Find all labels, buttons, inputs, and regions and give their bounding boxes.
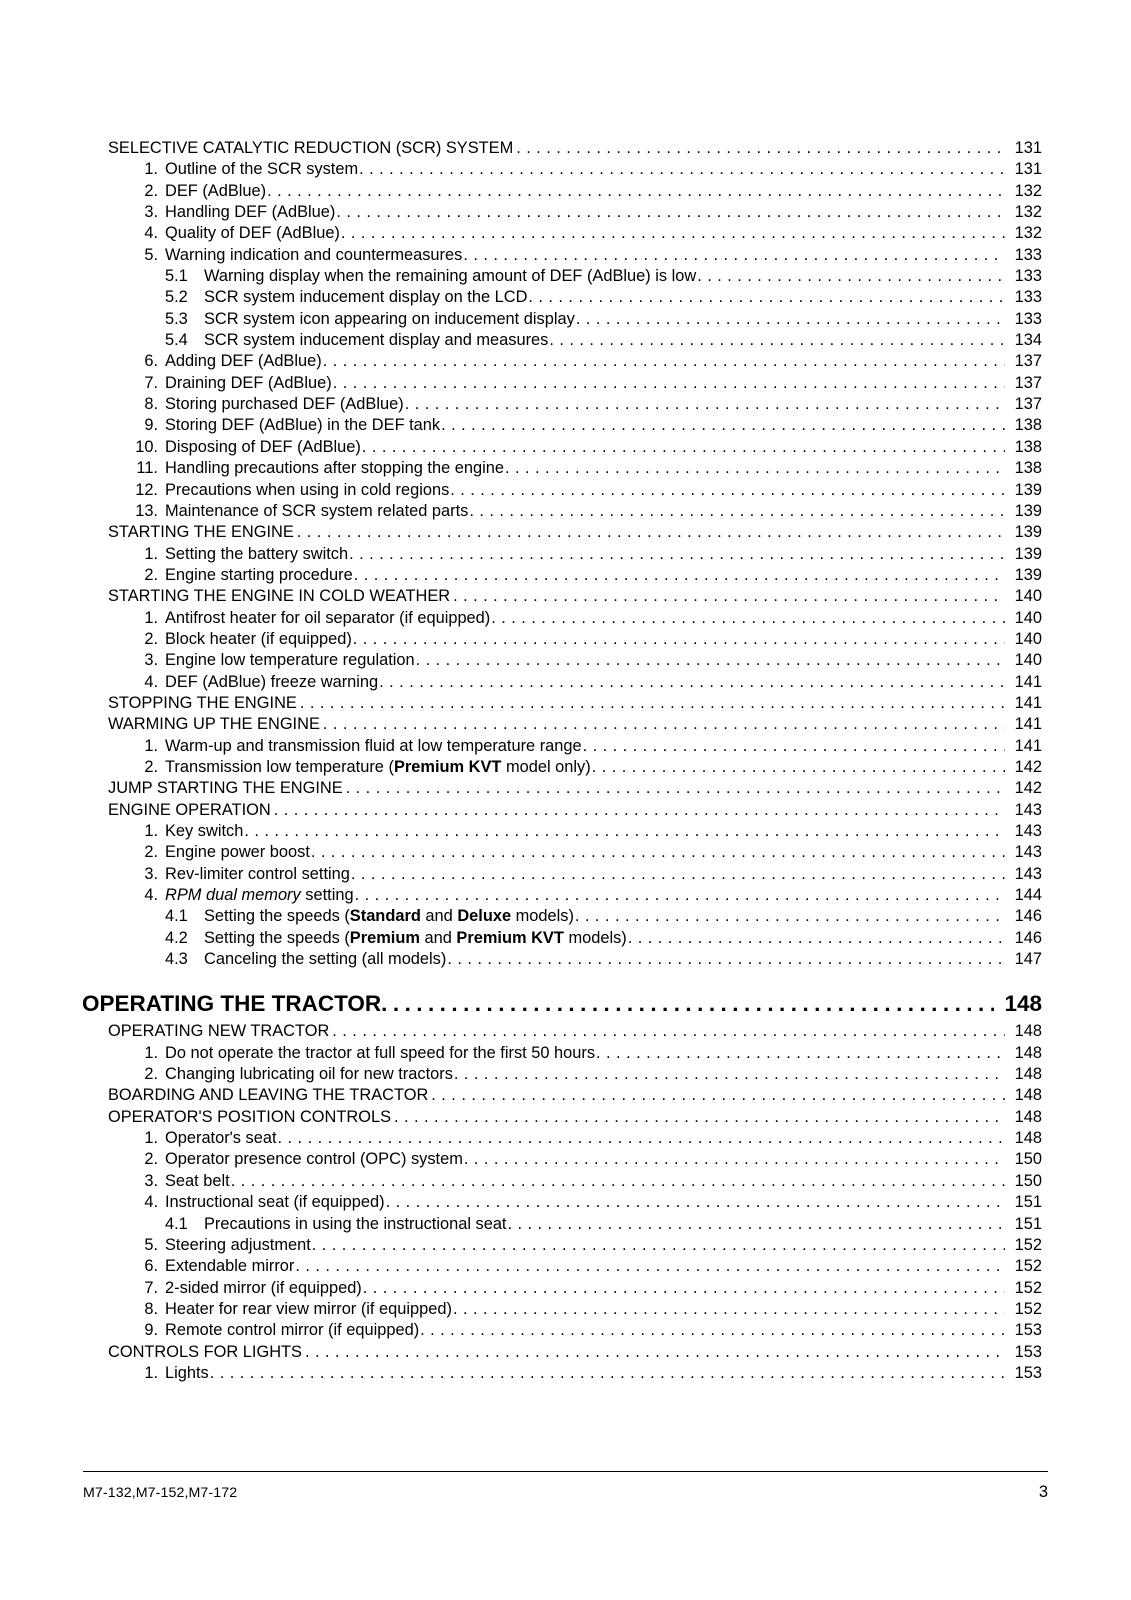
toc-entry-number: 5.1 — [165, 267, 188, 286]
toc-entry-title: SCR system icon appearing on inducement display — [204, 309, 575, 328]
toc-entry-title: Key switch — [165, 822, 244, 840]
toc-entry[interactable] — [0, 821, 1131, 842]
toc-entry-page: 141 — [1014, 693, 1042, 712]
dot-leader — [416, 650, 1005, 671]
toc-entry-title: Transmission low temperature (Premium KVT model only) — [165, 757, 591, 776]
toc-entry[interactable] — [0, 949, 1131, 970]
dot-leader — [346, 778, 1005, 799]
toc-entry-number: 9. — [144, 1321, 158, 1340]
toc-entry-page: 146 — [1014, 907, 1042, 926]
toc-entry-title: Warning display when the remaining amount of DEF (AdBlue) is low — [204, 267, 697, 286]
toc-entry-number: 8. — [144, 1299, 158, 1318]
toc-entry-number: 8. — [144, 395, 158, 414]
toc-entry-number: 1. — [144, 822, 158, 840]
toc-entry-number: 2. — [144, 1065, 158, 1084]
toc-entry[interactable] — [0, 565, 1131, 586]
toc-entry-page: 148 — [1014, 1022, 1042, 1041]
toc-entry[interactable] — [0, 415, 1131, 436]
toc-entry-title: Remote control mirror (if equipped) — [165, 1321, 420, 1340]
toc-entry-title: Instructional seat (if equipped) — [165, 1193, 385, 1212]
toc-entry-page: 137 — [1014, 352, 1042, 371]
dot-leader — [420, 1320, 1005, 1341]
dot-leader — [464, 1149, 1005, 1170]
dot-leader — [697, 266, 1005, 287]
dot-leader — [267, 181, 1005, 202]
toc-entry-title: Engine power boost — [165, 843, 310, 862]
toc-entry-page: 148 — [1014, 1107, 1042, 1126]
toc-entry-number: 7. — [144, 373, 158, 392]
toc-entry-page: 143 — [1014, 800, 1042, 819]
footer-divider — [83, 1471, 1048, 1472]
toc-entry[interactable] — [0, 309, 1131, 330]
toc-entry-title: DEF (AdBlue) freeze warning — [165, 672, 379, 691]
toc-chapter-entry[interactable] — [0, 987, 1131, 1021]
toc-entry[interactable] — [0, 1107, 1131, 1128]
toc-entry-number: 5.2 — [165, 288, 188, 307]
spacer — [0, 970, 1131, 980]
dot-leader — [336, 202, 1005, 223]
dot-leader — [278, 1128, 1005, 1149]
toc-entry-page: 151 — [1014, 1214, 1042, 1233]
dot-leader — [454, 1064, 1005, 1085]
toc-entry-number: 1. — [144, 544, 158, 563]
toc-entry-title: Block heater (if equipped) — [165, 629, 352, 648]
toc-entry-title: Operator's seat — [165, 1129, 277, 1148]
toc-entry-title: BOARDING AND LEAVING THE TRACTOR — [108, 1086, 429, 1105]
toc-entry[interactable] — [0, 629, 1131, 650]
toc-entry-number: 3. — [144, 651, 158, 670]
dot-leader — [469, 501, 1005, 522]
toc-entry[interactable] — [0, 287, 1131, 308]
dot-leader — [394, 1107, 1005, 1128]
toc-entry[interactable] — [0, 1299, 1131, 1320]
toc-entry[interactable] — [0, 864, 1131, 885]
toc-entry-page: 139 — [1014, 480, 1042, 499]
toc-entry-page: 139 — [1014, 565, 1042, 584]
toc-entry[interactable] — [0, 1256, 1131, 1277]
toc-entry-number: 4.3 — [165, 950, 188, 969]
footer-page-number: 3 — [1038, 1483, 1048, 1501]
dot-leader — [379, 672, 1005, 693]
toc-entry[interactable] — [0, 1363, 1131, 1384]
toc-entry[interactable] — [0, 480, 1131, 501]
dot-leader — [628, 928, 1005, 949]
toc-entry-number: 4. — [144, 224, 158, 243]
toc-entry-title: Setting the battery switch — [165, 544, 349, 563]
toc-entry[interactable] — [0, 394, 1131, 415]
dot-leader — [349, 544, 1005, 565]
dot-leader — [386, 1192, 1005, 1213]
toc-entry-page: 133 — [1014, 288, 1042, 307]
toc-entry-number: 2. — [144, 629, 158, 648]
toc-entry-title: Setting the speeds (Premium and Premium KVT models) — [204, 928, 627, 947]
toc-entry-page: 137 — [1014, 373, 1042, 392]
toc-entry[interactable] — [0, 245, 1131, 266]
dot-leader — [332, 1021, 1005, 1042]
toc-entry-title: Warm-up and transmission fluid at low temperature range — [165, 736, 582, 755]
dot-leader — [297, 522, 1005, 543]
toc-entry-title: Quality of DEF (AdBlue) — [165, 224, 340, 243]
toc-entry[interactable] — [0, 928, 1131, 949]
toc-entry-title: Disposing of DEF (AdBlue) — [165, 437, 361, 456]
toc-entry-number: 5. — [144, 245, 158, 264]
toc-entry-page: 140 — [1014, 608, 1042, 627]
toc-entry-number: 5.3 — [165, 309, 188, 328]
dot-leader — [491, 608, 1005, 629]
dot-leader — [363, 1278, 1005, 1299]
toc-entry-page: 131 — [1014, 160, 1042, 179]
dot-leader — [244, 821, 1005, 842]
toc-entry-page: 142 — [1014, 757, 1042, 776]
toc-entry[interactable] — [0, 181, 1131, 202]
toc-entry[interactable] — [0, 223, 1131, 244]
toc-entry[interactable] — [0, 1043, 1131, 1064]
toc-entry-number: 4.1 — [165, 1214, 188, 1233]
toc-entry-page: 138 — [1014, 437, 1042, 456]
toc-entry-title: SELECTIVE CATALYTIC REDUCTION (SCR) SYSTEM — [108, 139, 514, 157]
toc-entry-title: OPERATING THE TRACTOR — [82, 991, 382, 1017]
toc-entry[interactable] — [0, 1192, 1131, 1213]
toc-entry-number: 10. — [135, 437, 158, 456]
dot-leader — [453, 586, 1005, 607]
toc-entry-title: ENGINE OPERATION — [108, 800, 271, 819]
dot-leader — [575, 906, 1005, 927]
toc-entry-title: RPM dual memory setting — [165, 886, 354, 905]
toc-entry[interactable] — [0, 693, 1131, 714]
toc-entry[interactable] — [0, 800, 1131, 821]
dot-leader — [362, 437, 1005, 458]
toc-entry-page: 141 — [1014, 672, 1042, 691]
toc-entry-page: 138 — [1014, 416, 1042, 435]
toc-entry-number: 13. — [135, 501, 158, 520]
toc-entry-number: 4. — [144, 886, 158, 905]
toc-entry-title: STARTING THE ENGINE — [108, 523, 294, 542]
toc-entry-page: 151 — [1014, 1193, 1042, 1212]
toc-entry-page: 147 — [1014, 950, 1042, 969]
toc-entry[interactable] — [0, 1085, 1131, 1106]
dot-leader — [450, 480, 1005, 501]
dot-leader — [351, 864, 1005, 885]
toc-entry[interactable] — [0, 714, 1131, 735]
toc-entry-title: Heater for rear view mirror (if equipped) — [165, 1299, 452, 1318]
toc-entry-title: Antifrost heater for oil separator (if equipped) — [165, 608, 491, 627]
dot-leader — [592, 757, 1005, 778]
toc-entry-page: 148 — [1004, 991, 1042, 1017]
toc-entry-title: Draining DEF (AdBlue) — [165, 373, 332, 392]
toc-entry[interactable] — [0, 586, 1131, 607]
toc-entry-number: 7. — [144, 1278, 158, 1297]
toc-entry-page: 143 — [1014, 843, 1042, 862]
toc-entry-page: 148 — [1014, 1043, 1042, 1062]
toc-entry-number: 3. — [144, 203, 158, 222]
toc-entry-title: Adding DEF (AdBlue) — [165, 352, 322, 371]
toc-entry[interactable] — [0, 202, 1131, 223]
toc-entry-page: 132 — [1014, 203, 1042, 222]
toc-entry-number: 2. — [144, 565, 158, 584]
dot-leader — [596, 1043, 1005, 1064]
toc-entry-title: SCR system inducement display on the LCD — [204, 288, 528, 307]
toc-entry-page: 153 — [1014, 1342, 1042, 1361]
toc-entry-number: 4. — [144, 672, 158, 691]
toc-entry-title: Warning indication and countermeasures — [165, 245, 463, 264]
toc-entry-page: 139 — [1014, 501, 1042, 520]
toc-entry-title: CONTROLS FOR LIGHTS — [108, 1342, 302, 1361]
toc-entry[interactable] — [0, 266, 1131, 287]
dot-leader — [231, 1171, 1005, 1192]
toc-entry[interactable] — [0, 544, 1131, 565]
toc-entry-number: 12. — [135, 480, 158, 499]
toc-entry-title: Storing DEF (AdBlue) in the DEF tank — [165, 416, 441, 435]
toc-entry-title: Do not operate the tractor at full speed for the first 50 hours — [165, 1043, 596, 1062]
dot-leader — [210, 1363, 1005, 1384]
dot-leader — [359, 159, 1005, 180]
toc-entry-title: STOPPING THE ENGINE — [108, 693, 297, 712]
dot-leader — [295, 1256, 1005, 1277]
toc-entry-page: 146 — [1014, 928, 1042, 947]
toc-entry-number: 5.4 — [165, 331, 188, 350]
toc-entry-title: Precautions when using in cold regions — [165, 480, 450, 499]
toc-entry-number: 2. — [144, 843, 158, 862]
toc-entry-page: 152 — [1014, 1257, 1042, 1276]
toc-entry-page: 143 — [1014, 822, 1042, 840]
toc-entry[interactable] — [0, 650, 1131, 671]
toc-entry-title: Setting the speeds (Standard and Deluxe models) — [204, 907, 574, 926]
dot-leader — [323, 351, 1005, 372]
toc-entry-number: 11. — [136, 459, 158, 478]
toc-entry-page: 139 — [1014, 544, 1042, 563]
toc-entry-title: Extendable mirror — [165, 1257, 295, 1276]
toc-entry-page: 153 — [1014, 1321, 1042, 1340]
toc-entry-title: DEF (AdBlue) — [165, 181, 267, 200]
toc-entry-page: 143 — [1014, 864, 1042, 883]
dot-leader — [463, 245, 1005, 266]
toc-entry-page: 138 — [1014, 459, 1042, 478]
toc-entry-page: 133 — [1014, 267, 1042, 286]
toc-entry-page: 137 — [1014, 395, 1042, 414]
toc-entry-page: 133 — [1014, 309, 1042, 328]
toc-entry-number: 3. — [144, 1171, 158, 1190]
toc-entry-title: Canceling the setting (all models) — [204, 950, 447, 969]
dot-leader — [354, 565, 1005, 586]
dot-leader — [405, 394, 1005, 415]
toc-entry-page: 152 — [1014, 1235, 1042, 1254]
toc-entry-title: OPERATOR'S POSITION CONTROLS — [108, 1107, 392, 1126]
toc-entry-number: 2. — [144, 181, 158, 200]
toc-entry[interactable] — [0, 778, 1131, 799]
toc-entry[interactable] — [0, 1235, 1131, 1256]
toc-entry-title: Operator presence control (OPC) system — [165, 1150, 463, 1169]
toc-entry-page: 150 — [1014, 1150, 1042, 1169]
toc-entry[interactable] — [0, 1278, 1131, 1299]
toc-entry-number: 4.2 — [165, 928, 188, 947]
toc-entry-page: 152 — [1014, 1278, 1042, 1297]
dot-leader — [549, 330, 1005, 351]
toc-entry-title: Lights — [165, 1363, 209, 1382]
toc-entry-page: 148 — [1014, 1129, 1042, 1148]
toc-entry-page: 140 — [1014, 587, 1042, 606]
toc-entry-title: Maintenance of SCR system related parts — [165, 501, 469, 520]
toc-entry-title: Engine low temperature regulation — [165, 651, 415, 670]
toc-entry-page: 133 — [1014, 245, 1042, 264]
toc-entry-title: Storing purchased DEF (AdBlue) — [165, 395, 404, 414]
toc-entry-title: Precautions in using the instructional seat — [204, 1214, 507, 1233]
dot-leader — [355, 885, 1005, 906]
dot-leader — [353, 629, 1005, 650]
dot-leader — [508, 1214, 1006, 1235]
dot-leader — [447, 949, 1005, 970]
toc-entry-number: 1. — [144, 160, 158, 179]
table-of-contents-list — [0, 138, 1131, 1384]
toc-entry[interactable] — [0, 458, 1131, 479]
toc-entry[interactable] — [0, 1171, 1131, 1192]
toc-entry-page: 140 — [1014, 651, 1042, 670]
dot-leader — [311, 842, 1005, 863]
footer-model-codes: M7-132,M7-152,M7-172 — [83, 1485, 238, 1501]
toc-entry-number: 1. — [144, 608, 158, 627]
dot-leader — [323, 714, 1005, 735]
toc-entry-page: 141 — [1014, 715, 1042, 734]
dot-leader — [274, 800, 1005, 821]
toc-entry[interactable] — [0, 1064, 1131, 1085]
toc-entry[interactable] — [0, 608, 1131, 629]
toc-entry-number: 1. — [144, 1129, 158, 1148]
toc-entry-page: 152 — [1014, 1299, 1042, 1318]
dot-leader — [312, 1235, 1005, 1256]
toc-entry-page: 141 — [1014, 736, 1042, 755]
toc-entry-page: 142 — [1014, 779, 1042, 798]
dot-leader — [528, 287, 1005, 308]
dot-leader — [583, 736, 1005, 757]
toc-entry[interactable] — [0, 842, 1131, 863]
toc-entry-number: 9. — [144, 416, 158, 435]
toc-entry[interactable] — [0, 885, 1131, 906]
toc-entry[interactable] — [0, 159, 1131, 180]
toc-entry[interactable] — [0, 437, 1131, 458]
toc-entry-number: 1. — [144, 1363, 158, 1382]
toc-entry-number: 3. — [144, 864, 158, 883]
toc-entry-title: JUMP STARTING THE ENGINE — [108, 779, 343, 798]
toc-entry-number: 2. — [144, 757, 158, 776]
toc-entry-page: 148 — [1014, 1065, 1042, 1084]
toc-entry-title: OPERATING NEW TRACTOR — [108, 1022, 330, 1041]
toc-entry-number: 1. — [144, 736, 158, 755]
toc-entry-title: Engine starting procedure — [165, 565, 353, 584]
toc-entry-number: 6. — [144, 352, 158, 371]
toc-entry[interactable] — [0, 736, 1131, 757]
toc-entry[interactable] — [0, 138, 1131, 159]
toc-entry-title: Rev-limiter control setting — [165, 864, 350, 883]
dot-leader — [441, 415, 1005, 436]
toc-entry-page: 132 — [1014, 224, 1042, 243]
toc-entry-number: 4.1 — [165, 907, 188, 926]
toc-entry[interactable] — [0, 330, 1131, 351]
toc-entry-page: 150 — [1014, 1171, 1042, 1190]
dot-leader — [381, 987, 994, 1021]
page-footer — [83, 1482, 1048, 1503]
dot-leader — [431, 1085, 1005, 1106]
toc-entry-page: 140 — [1014, 629, 1042, 648]
toc-entry-page: 144 — [1014, 886, 1042, 905]
toc-entry[interactable] — [0, 757, 1131, 778]
toc-entry[interactable] — [0, 373, 1131, 394]
dot-leader — [300, 693, 1005, 714]
toc-entry-title: Steering adjustment — [165, 1235, 311, 1254]
toc-entry[interactable] — [0, 522, 1131, 543]
toc-entry-page: 139 — [1014, 523, 1042, 542]
toc-entry[interactable] — [0, 672, 1131, 693]
dot-leader — [505, 458, 1005, 479]
toc-entry-title: SCR system inducement display and measures — [204, 331, 549, 350]
toc-entry[interactable] — [0, 906, 1131, 927]
toc-entry-page: 153 — [1014, 1363, 1042, 1382]
toc-entry[interactable] — [0, 351, 1131, 372]
toc-entry-title: Handling precautions after stopping the engine — [165, 459, 504, 478]
toc-entry-title: 2-sided mirror (if equipped) — [165, 1278, 362, 1297]
toc-entry-title: STARTING THE ENGINE IN COLD WEATHER — [108, 587, 451, 606]
toc-entry-page: 131 — [1014, 139, 1042, 157]
dot-leader — [333, 373, 1005, 394]
toc-entry-title: Seat belt — [165, 1171, 230, 1190]
toc-entry-title: WARMING UP THE ENGINE — [108, 715, 320, 734]
toc-entry-number: 5. — [144, 1235, 158, 1254]
toc-entry-number: 4. — [144, 1193, 158, 1212]
dot-leader — [341, 223, 1005, 244]
toc-entry-page: 148 — [1014, 1086, 1042, 1105]
toc-entry[interactable] — [0, 1214, 1131, 1235]
dot-leader — [516, 138, 1005, 159]
toc-entry-title: Outline of the SCR system — [165, 160, 359, 179]
toc-entry-title: Handling DEF (AdBlue) — [165, 203, 336, 222]
dot-leader — [305, 1342, 1005, 1363]
dot-leader — [453, 1299, 1005, 1320]
toc-entry[interactable] — [0, 1149, 1131, 1170]
toc-entry[interactable] — [0, 1128, 1131, 1149]
toc-entry[interactable] — [0, 501, 1131, 522]
toc-entry-number: 2. — [144, 1150, 158, 1169]
toc-entry-number: 1. — [144, 1043, 158, 1062]
toc-entry[interactable] — [0, 1021, 1131, 1042]
dot-leader — [576, 309, 1005, 330]
toc-entry[interactable] — [0, 1320, 1131, 1341]
toc-entry-title: Changing lubricating oil for new tractors — [165, 1065, 453, 1084]
toc-entry[interactable] — [0, 1342, 1131, 1363]
toc-entry-number: 6. — [144, 1257, 158, 1276]
toc-entry-page: 132 — [1014, 181, 1042, 200]
toc-entry-page: 134 — [1014, 331, 1042, 350]
